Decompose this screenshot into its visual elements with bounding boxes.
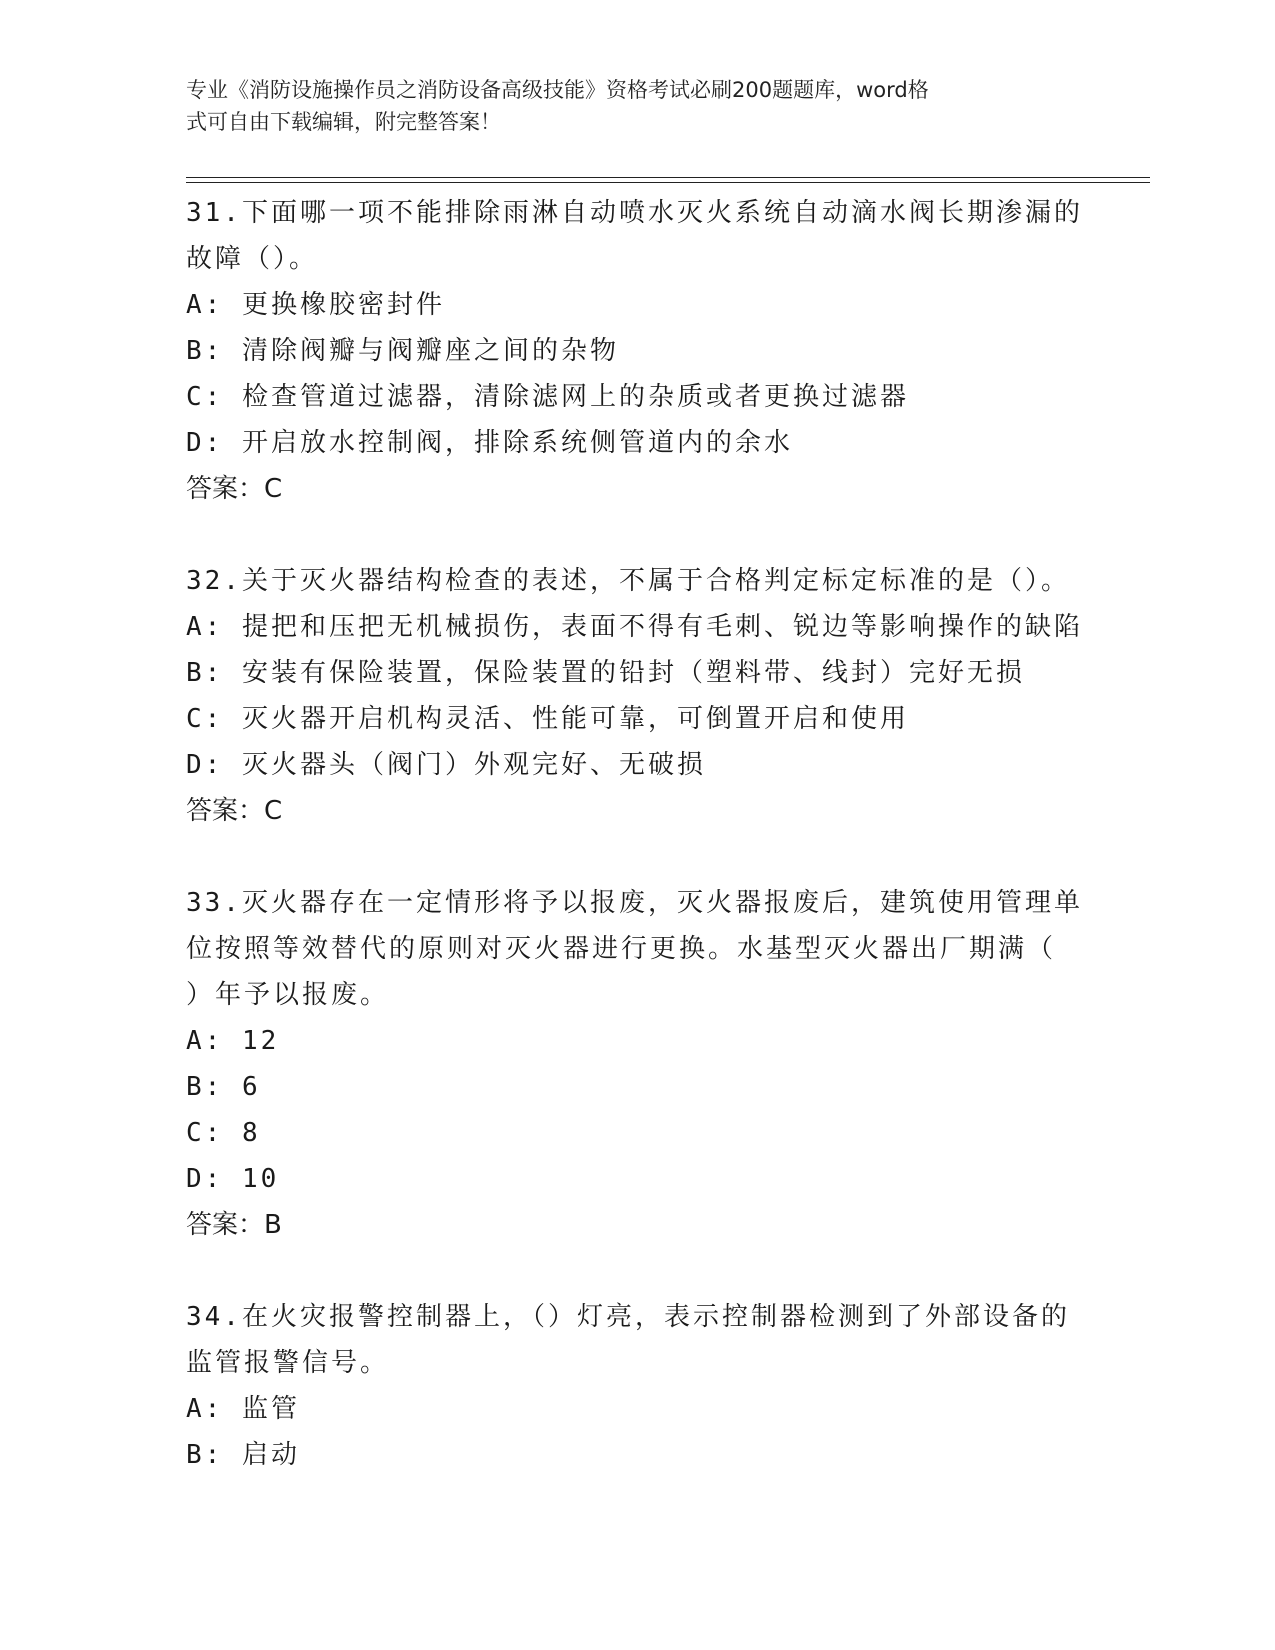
option-b: B: 6 [186, 1072, 261, 1102]
question-stem-line: ）年予以报废。 [186, 980, 390, 1010]
option-a: A: 监管 [186, 1394, 300, 1424]
question-33 [186, 880, 1096, 1248]
header-line-2: 式可自由下载编辑，附完整答案！ [186, 110, 501, 134]
header-divider-bottom [186, 182, 1150, 183]
option-c: C: 8 [186, 1118, 261, 1148]
option-a: A: 12 [186, 1026, 280, 1056]
option-a: A: 更换橡胶密封件 [186, 290, 445, 320]
question-list [186, 190, 1096, 1524]
header-line-1: 专业《消防设施操作员之消防设备高级技能》资格考试必刷200题题库，word格 [186, 78, 929, 102]
answer-line: 答案：C [186, 796, 283, 826]
option-d: D: 开启放水控制阀，排除系统侧管道内的余水 [186, 428, 793, 458]
question-stem-line: 32.关于灭火器结构检查的表述，不属于合格判定标定标准的是（）。 [186, 566, 1070, 596]
document-header [186, 74, 1066, 138]
question-stem-line: 33.灭火器存在一定情形将予以报废，灭火器报废后，建筑使用管理单 [186, 888, 1083, 918]
option-b: B: 启动 [186, 1440, 300, 1470]
question-stem-line: 故障（）。 [186, 244, 319, 274]
option-d: D: 灭火器头（阀门）外观完好、无破损 [186, 750, 706, 780]
question-34 [186, 1294, 1096, 1478]
option-c: C: 检查管道过滤器，清除滤网上的杂质或者更换过滤器 [186, 382, 909, 412]
question-stem-line: 位按照等效替代的原则对灭火器进行更换。水基型灭火器出厂期满（ [186, 934, 1057, 964]
option-a: A: 提把和压把无机械损伤，表面不得有毛刺、锐边等影响操作的缺陷 [186, 612, 1083, 642]
answer-line: 答案：B [186, 1210, 282, 1240]
option-d: D: 10 [186, 1164, 280, 1194]
question-31 [186, 190, 1096, 512]
question-stem-line: 监管报警信号。 [186, 1348, 390, 1378]
question-stem-line: 34.在火灾报警控制器上，（）灯亮，表示控制器检测到了外部设备的 [186, 1302, 1070, 1332]
option-b: B: 清除阀瓣与阀瓣座之间的杂物 [186, 336, 619, 366]
question-stem-line: 31.下面哪一项不能排除雨淋自动喷水灭火系统自动滴水阀长期渗漏的 [186, 198, 1083, 228]
question-32 [186, 558, 1096, 834]
answer-line: 答案：C [186, 474, 283, 504]
header-divider-top [186, 177, 1150, 178]
option-b: B: 安装有保险装置，保险装置的铅封（塑料带、线封）完好无损 [186, 658, 1025, 688]
option-c: C: 灭火器开启机构灵活、性能可靠，可倒置开启和使用 [186, 704, 909, 734]
